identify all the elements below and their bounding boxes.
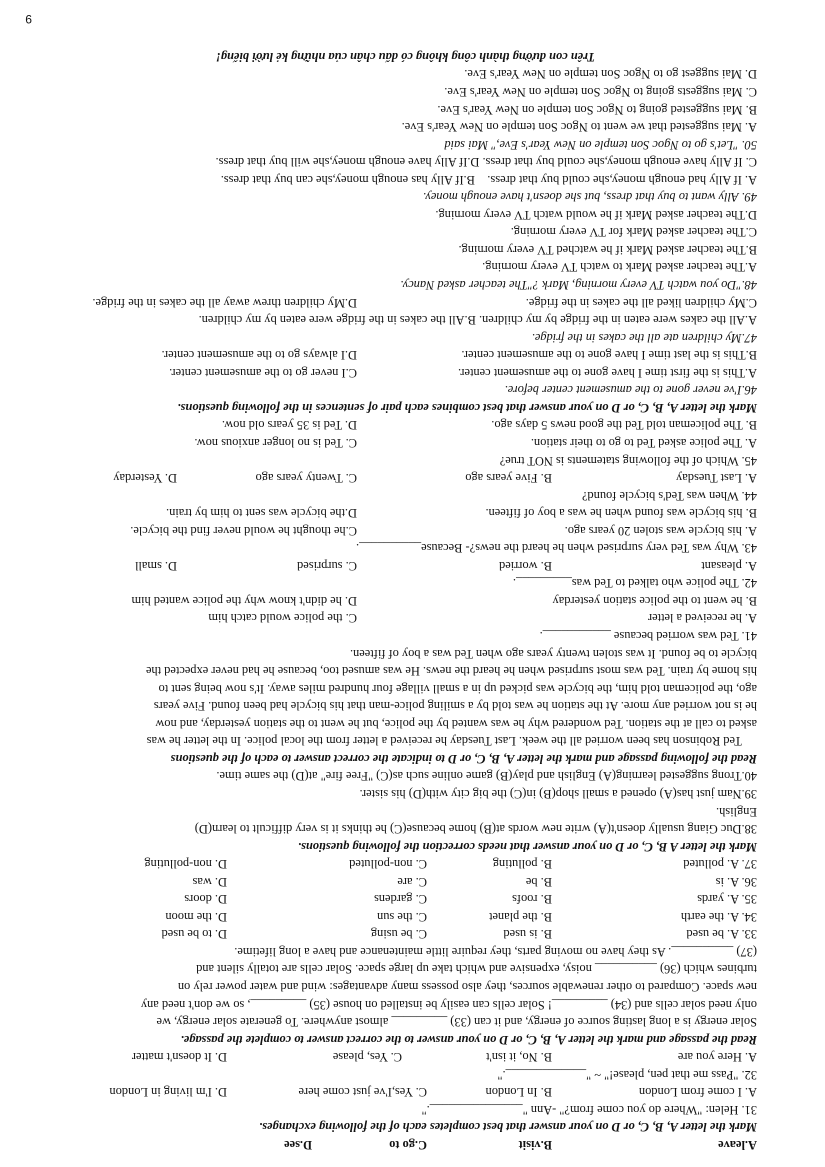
- line-text: asked to call at the station. Ted wondered why he was wanted by the police, but he went to the station yesterday, and now: [155, 716, 757, 731]
- line-text: B.This is the last time I have gone to the amusement center.: [461, 348, 757, 363]
- text-line: [298, 837, 757, 854]
- line-text: A. he received a letter: [647, 611, 757, 626]
- answer-option: D.My children threw away all the cakes in the fridge.: [92, 295, 357, 310]
- line-text: 48."Do you watch TV every morning, Mark ?"The teacher asked Nancy.: [400, 278, 757, 293]
- text-line: [141, 995, 757, 1012]
- line-text: 47.My children ate all the cakes in the fridge.: [531, 330, 757, 345]
- line-text: 42. The police who talked to Ted was_________.: [512, 576, 757, 591]
- text-line: [216, 153, 757, 170]
- line-text: 40.Trong suggested learning(A) English and play(B) game online such as(C) "Free fire" at(D) the same time.: [216, 769, 757, 784]
- text-line: [192, 872, 757, 889]
- answer-option: B. the planet: [489, 909, 552, 924]
- line-text: A. The police asked Ted to go to their station.: [530, 436, 757, 450]
- line-text: A.This is the first time I have gone to the amusement center.: [457, 365, 757, 380]
- answer-option: C.I never go to the amusement center.: [169, 365, 357, 380]
- text-line: [155, 715, 757, 732]
- line-text: A.leave: [718, 1138, 757, 1152]
- answer-option: B.visit: [518, 1138, 552, 1152]
- line-text: 41. Ted was worried because ___________.: [539, 629, 757, 644]
- text-line: [113, 469, 757, 486]
- answer-option: C. surprised: [297, 558, 357, 573]
- line-text: A.All the cakes were eaten in the fridge by my children. B.All the cakes in the fridge were eaten by my children.: [198, 313, 757, 328]
- answer-option: D. doors: [184, 892, 227, 907]
- line-text: 37. A. polluted: [683, 857, 757, 872]
- answer-option: C. Twenty years ago: [255, 471, 357, 486]
- answer-option: D. Yesterday: [113, 471, 177, 486]
- text-line: [146, 662, 757, 679]
- text-line: [532, 328, 757, 345]
- text-line: [444, 135, 757, 152]
- line-text: A. pleasant: [701, 558, 757, 573]
- line-text: turbines which (36) __________ noisy, expensive and which take up large space. Solar cells are totally silent and: [196, 962, 757, 977]
- answer-option: D. It doesn't matter: [131, 1050, 227, 1065]
- answer-option: C. be using: [370, 927, 427, 942]
- line-text: 46.I've never gone to the amusement center before.: [504, 383, 757, 398]
- answer-option: D. he didn't know why the police wanted him: [131, 593, 357, 608]
- line-text: 32. "Pass me that pen, please!" ~ "_____________.": [497, 1067, 757, 1082]
- line-text: 44. When was Ted's bicycle found?: [581, 488, 757, 503]
- line-text: 33. A. be used: [686, 927, 757, 942]
- text-line: [131, 592, 757, 609]
- line-text: English.: [716, 804, 757, 819]
- line-text: B. The policeman told Ted the good news 5 days ago.: [491, 418, 757, 433]
- line-text: 50. "Let's go to Ngoc Son temple on New Year's Eve," Mai said: [444, 137, 757, 152]
- line-text: 39.Nam just has(A) opened a small shop(B) in(C) the big city with(D) his sister.: [359, 787, 757, 801]
- answer-option: D. I'm living in London: [109, 1085, 227, 1100]
- text-line: [194, 434, 757, 451]
- line-text: Mark the letter A, B, C, or D on your answer that best completes each of the following exchanges.: [259, 1120, 757, 1135]
- text-line: [147, 732, 757, 749]
- answer-option: D. Ted is 35 years old now.: [221, 418, 357, 433]
- line-text: A.The teacher asked Mark to watch TV every morning.: [482, 260, 757, 275]
- text-line: [144, 855, 757, 872]
- answer-option: D.see: [284, 1138, 312, 1152]
- answer-option: B. is used: [503, 927, 552, 942]
- answer-option: B. be: [525, 874, 552, 889]
- text-line: [199, 311, 757, 328]
- text-line: [178, 978, 757, 995]
- line-text: C. If Ally have enough money,she could buy that dress. D.If Ally have enough money,she will buy that dress.: [215, 155, 757, 170]
- text-line: [423, 188, 757, 205]
- text-line: [216, 48, 595, 65]
- answer-option: C.go to: [389, 1138, 427, 1152]
- line-text: only need solar cells and (34) _________! Solar cells can easily be installed on house (35) _________, so we don't need any: [140, 997, 757, 1012]
- text-line: [350, 644, 757, 661]
- line-text: 35. A. yards: [697, 892, 757, 907]
- answer-option: D. non-polluting: [144, 857, 227, 872]
- text-line: [184, 890, 757, 907]
- line-text: he is not worried any more. At the station he was told by a smiling police-man that his bicycle had been found. Five years: [153, 699, 757, 714]
- line-text: B. Mai suggested going to Ngoc Son temple on New Year's Eve.: [437, 102, 757, 117]
- line-text: A. If Ally had enough money,she could buy that dress. B.If Ally has enough money,she can buy that dress.: [220, 172, 757, 187]
- text-line: [540, 627, 757, 644]
- line-text: 34. A. the earth: [680, 909, 757, 924]
- line-text: B. his bicycle was found when he was a boy of fifteen.: [485, 506, 757, 521]
- line-text: A. Last Tuesday: [676, 471, 757, 486]
- text-line: [161, 925, 757, 942]
- line-text: A. his bicycle was stolen 20 years ago.: [564, 523, 757, 538]
- text-line: [356, 539, 757, 556]
- text-line: [221, 416, 757, 433]
- text-line: [505, 381, 757, 398]
- answer-option: C. Yes, please: [332, 1050, 402, 1065]
- text-line: [482, 258, 757, 275]
- answer-option: C. the police would catch him: [208, 611, 357, 626]
- text-line: [196, 960, 757, 977]
- line-text: C.My children liked all the cakes in the fridge.: [525, 295, 757, 310]
- answer-option: B. worried: [499, 558, 552, 573]
- line-text: 49. Ally want to buy that dress, but she doesn't have enough money.: [422, 190, 757, 205]
- text-line: [92, 293, 757, 310]
- line-text: new space. Compared to other renewable sources, they also possess many advantages: wind and water power rely on: [177, 980, 757, 995]
- line-text: (37) __________. As they have no moving parts, they require little maintenance and have a long lifetime.: [234, 944, 757, 959]
- text-line: [582, 486, 757, 503]
- text-line: [177, 399, 757, 416]
- line-text: 31. Helen: "Where do you come from?" -Ann "_______________.": [421, 1102, 757, 1117]
- text-line: [464, 65, 757, 82]
- answer-option: C. Yes,I've just come here: [298, 1085, 427, 1100]
- answer-option: D. small: [135, 558, 177, 573]
- line-text: A. Mai suggested that we went to Ngoc Son temple on New Year's Eve.: [401, 120, 757, 135]
- text-line: [360, 785, 757, 802]
- text-line: [497, 1066, 757, 1083]
- line-text: Read the passage and mark the letter A, B, C, or D on your answer to the correct answer to complete the passage.: [180, 1032, 757, 1047]
- text-line: [221, 170, 757, 187]
- text-line: [500, 451, 757, 468]
- text-line: [234, 943, 757, 960]
- text-line: [435, 206, 757, 223]
- text-line: [154, 697, 757, 714]
- text-line: [444, 83, 757, 100]
- page-number: 9: [25, 12, 32, 26]
- answer-option: C. are: [397, 874, 427, 889]
- line-text: 36. A. is: [715, 874, 757, 889]
- line-text: B.The teacher asked Mark if he watched TV every morning.: [458, 242, 757, 257]
- text-line: [130, 521, 757, 538]
- text-line: [109, 1083, 757, 1100]
- text-line: [195, 820, 757, 837]
- line-text: A. I come from London: [638, 1085, 757, 1100]
- line-text: B. he went to the police station yesterday: [552, 593, 757, 608]
- text-line: [511, 223, 757, 240]
- line-text: bicycle to be found. It was stolen twenty years ago when Ted was a boy of fifteen.: [350, 646, 757, 661]
- text-line: [208, 609, 757, 626]
- answer-option: B. polluting: [492, 857, 552, 872]
- text-line: [513, 574, 757, 591]
- text-line: [169, 364, 757, 381]
- answer-option: C. Ted is no longer anxious now.: [194, 436, 357, 450]
- answer-option: C. the sun: [377, 909, 427, 924]
- text-line: [284, 1136, 757, 1153]
- answer-option: D.the bicycle was sent to him by train.: [166, 506, 357, 521]
- text-line: [716, 802, 757, 819]
- answer-option: C. gardens: [374, 892, 427, 907]
- answer-option: D. was: [192, 874, 227, 889]
- answer-option: B. roofs: [512, 892, 552, 907]
- text-line: [402, 118, 757, 135]
- line-text: C.The teacher asked Mark for TV every morning.: [510, 225, 757, 240]
- answer-option: C. non-polluted: [349, 857, 427, 872]
- answer-option: B. No, it isn't: [486, 1050, 552, 1065]
- text-line: [181, 1030, 757, 1047]
- text-line: [216, 767, 757, 784]
- line-text: 43. Why was Ted very surprised when he heard the news?- Because__________.: [356, 541, 757, 556]
- text-line: [159, 679, 757, 696]
- line-text: 38.Duc Giang usually doesn't(A) write new words at(B) home because(C) he thinks it is very difficult to learn(D): [194, 822, 757, 837]
- text-line: [259, 1118, 757, 1135]
- text-line: [135, 557, 757, 574]
- line-text: Mark the letter A B, C, or D on your answer that needs correction the following questions.: [297, 839, 757, 854]
- line-text: 45. Which of the following statements is NOT true?: [499, 453, 757, 468]
- line-text: D. Mai suggest go to Ngoc Son temple on New Year's Eve.: [464, 67, 757, 82]
- text-line: [422, 1101, 757, 1118]
- answer-option: D. to be used: [161, 927, 227, 942]
- line-text: C. Mai suggests going to Ngoc Son temple on New Year's Eve.: [444, 85, 757, 99]
- line-text: his home by train. Ted was most surprised when he heard the news. He was amused too, because he had never expected the: [145, 664, 757, 679]
- text-line: [157, 1013, 757, 1030]
- text-line: [161, 346, 757, 363]
- line-text: Trên con đường thành công không có dấu chân của những kẻ lười biếng!: [215, 49, 595, 64]
- text-line: [166, 504, 758, 521]
- line-text: Ted Robinson has been worried all the week. Last Tuesday he received a letter from the local police. In the letter he was: [146, 734, 757, 749]
- text-line: [458, 241, 757, 258]
- text-line: [437, 100, 757, 117]
- line-text: A. Here you are: [677, 1050, 757, 1065]
- line-text: ago, the policeman told him, the bicycle was picked up in a small village four hundred miles away. It's now being sent to: [158, 681, 757, 696]
- answer-option: B. In London: [485, 1085, 552, 1100]
- answer-option: D.I always go to the amusement center.: [161, 348, 357, 363]
- line-text: Read the following passage and mark the letter A, B, C, or D to indicate the correct answer to each of the questions: [170, 751, 757, 766]
- line-text: D.The teacher asked Mark if he would watch TV every morning.: [435, 207, 757, 222]
- text-line: [131, 1048, 757, 1065]
- line-text: Mark the letter A, B, C, or D on your answer that best combines each pair of sentences in the following questions.: [177, 400, 757, 415]
- answer-option: D. the moon: [165, 909, 227, 924]
- answer-option: B. Five years ago: [465, 471, 552, 486]
- text-line: [165, 908, 757, 925]
- text-line: [400, 276, 757, 293]
- text-line: [171, 750, 757, 767]
- line-text: Solar energy is a long lasting source of energy, and it can (33) _________ almost anywhere. To generate solar energy, we: [156, 1015, 757, 1030]
- answer-option: C.he thought he would never find the bicycle.: [130, 523, 357, 538]
